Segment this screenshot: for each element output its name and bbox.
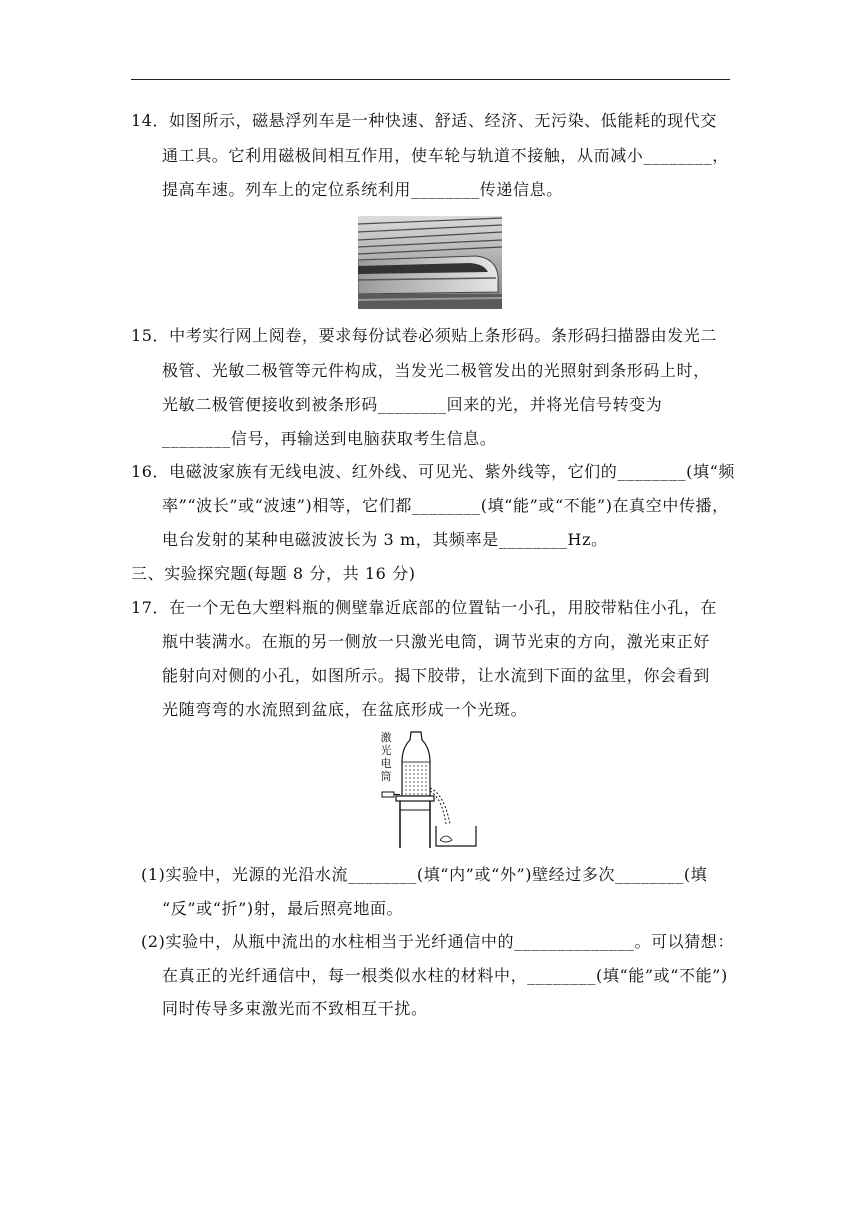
q16-line-1: 16．电磁波家族有无线电波、红外线、可见光、紫外线等，它们的________(填“频	[131, 462, 735, 481]
laser-bottle-diagram	[380, 728, 480, 850]
q17-number: 17．	[131, 598, 170, 617]
figure-label-char-3: 电	[380, 757, 392, 770]
header-rule	[131, 79, 730, 80]
q17-line-2: 瓶中装满水。在瓶的另一侧放一只激光电筒，调节光束的方向，激光束正好	[162, 632, 710, 651]
q14-line-3: 提高车速。列车上的定位系统利用________传递信息。	[162, 180, 563, 199]
q17-line-4: 光随弯弯的水流照到盆底，在盆底形成一个光斑。	[162, 700, 528, 719]
q17-sub2-line-1: (2)实验中，从瓶中流出的水柱相当于光纤通信中的______________。可以猜想：	[141, 932, 735, 951]
q15-line-1: 15．中考实行网上阅卷，要求每份试卷必须贴上条形码。条形码扫描器由发光二	[131, 326, 717, 345]
q14-line-1: 14．如图所示，磁悬浮列车是一种快速、舒适、经济、无污染、低能耗的现代交	[131, 111, 717, 130]
q16-line-3: 电台发射的某种电磁波波长为 3 m，其频率是________Hz。	[162, 530, 608, 549]
section-heading: 三、实验探究题(每题 8 分，共 16 分)	[131, 564, 416, 583]
q17-sub2-line-3: 同时传导多束激光而不致相互干扰。	[162, 999, 428, 1018]
q17-line-3: 能射向对侧的小孔，如图所示。揭下胶带，让水流到下面的盆里，你会看到	[162, 666, 710, 685]
figure-label-char-2: 光	[380, 744, 392, 757]
figure-label-char-4: 筒	[380, 770, 392, 783]
q17-line-1: 17．在一个无色大塑料瓶的侧壁靠近底部的位置钻一小孔，用胶带粘住小孔，在	[131, 598, 717, 617]
q15-line-2: 极管、光敏二极管等元件构成，当发光二极管发出的光照射到条形码上时，	[162, 361, 710, 380]
q14-line-2: 通工具。它利用磁极间相互作用，使车轮与轨道不接触，从而减小________，	[162, 146, 729, 165]
q15-line-4: ________信号，再输送到电脑获取考生信息。	[162, 429, 497, 448]
q17-sub2-line-2: 在真正的光纤通信中，每一根类似水柱的材料中，________(填“能”或“不能”)	[162, 966, 728, 985]
q15-number: 15．	[131, 326, 170, 345]
q15-line-3: 光敏二极管便接收到被条形码________回来的光，并将光信号转变为	[162, 395, 663, 414]
figure-label-char-1: 激	[380, 731, 392, 744]
q16-number: 16．	[131, 462, 170, 481]
q17-sub1-line-2: “反”或“折”)射，最后照亮地面。	[162, 899, 404, 918]
maglev-train-photo	[358, 216, 502, 309]
q17-sub1-line-1: (1)实验中，光源的光沿水流________(填“内”或“外”)壁经过多次________(填	[141, 865, 708, 884]
q16-line-2: 率”“波长”或“波速”)相等，它们都________(填“能”或“不能”)在真空中传播，	[162, 496, 729, 515]
q14-number: 14．	[131, 111, 170, 130]
